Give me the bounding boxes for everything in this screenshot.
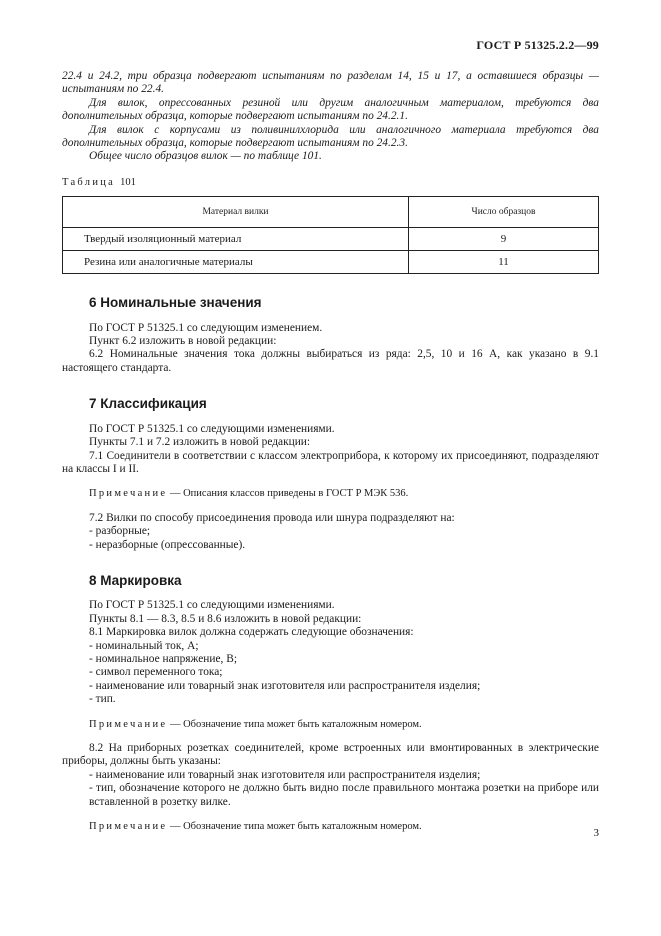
table-caption-number: 101 — [120, 176, 136, 188]
note-label: Примечание — [89, 821, 168, 833]
list-item: - тип, обозначение которого не должно быть видно после правильного монтажа розетки на приборе или вставленной в розетку вилке. — [89, 782, 599, 808]
section-7-paragraph: Пункты 7.1 и 7.2 изложить в новой редакции: — [89, 436, 311, 449]
table-cell-count: 9 — [409, 228, 599, 251]
note-text: — Обозначение типа может быть каталожным номером. — [169, 821, 422, 833]
section-8-note — [62, 820, 599, 833]
table-header-material: Материал вилки — [63, 197, 409, 228]
table-cell-material: Резина или аналогичные материалы — [63, 251, 409, 274]
section-8-paragraph: 8.2 На приборных розетках соединителей, кроме встроенных или вмонтированных в электрические приборы, должны быть указаны: — [62, 742, 599, 768]
table-cell-count: 11 — [409, 251, 599, 274]
samples-table — [62, 196, 599, 274]
intro-paragraph-4: Общее число образцов вилок — по таблице 101. — [89, 150, 322, 163]
list-item: - неразборные (опрессованные). — [89, 538, 246, 551]
list-item: - наименование или товарный знак изготовителя или распространителя изделия; — [89, 679, 481, 692]
list-item: - тип. — [89, 693, 116, 706]
note-label: Примечание — [89, 488, 168, 500]
note-label: Примечание — [89, 718, 168, 730]
note-text: — Обозначение типа может быть каталожным номером. — [169, 718, 422, 730]
section-8-note — [62, 718, 599, 731]
table-row — [63, 228, 599, 251]
document-header: ГОСТ Р 51325.2.2—99 — [476, 38, 599, 52]
intro-paragraph-2: Для вилок, опрессованных резиной или другим аналогичным материалом, требуются два дополнительных образца, которые подвергают испытаниям по 24.2.1. — [62, 96, 599, 123]
section-8-paragraph: По ГОСТ Р 51325.1 со следующими изменениями. — [89, 599, 335, 612]
table-caption — [62, 176, 599, 189]
list-item: - номинальный ток, А; — [89, 639, 199, 652]
list-item: - номинальное напряжение, В; — [89, 652, 237, 665]
section-7-note — [62, 487, 599, 500]
section-8-paragraph: Пункты 8.1 — 8.3, 8.5 и 8.6 изложить в новой редакции: — [89, 612, 362, 625]
section-7-heading: 7 Классификация — [89, 396, 207, 412]
table-header-row — [63, 197, 599, 228]
section-6-paragraph: По ГОСТ Р 51325.1 со следующим изменением. — [89, 321, 323, 334]
page-body — [62, 70, 599, 844]
section-7-paragraph: 7.1 Соединители в соответствии с классом электроприбора, к которому их присоединяют, подразделяют на классы I и II. — [62, 449, 599, 475]
list-item: - разборные; — [89, 525, 151, 538]
section-7-paragraph: По ГОСТ Р 51325.1 со следующими изменениями. — [89, 422, 335, 435]
section-8-heading: 8 Маркировка — [89, 572, 182, 588]
list-item: - символ переменного тока; — [89, 666, 223, 679]
page-number: 3 — [593, 827, 599, 839]
table-caption-label: Таблица — [62, 176, 116, 188]
section-8-paragraph: 8.1 Маркировка вилок должна содержать следующие обозначения: — [89, 626, 414, 639]
section-7-paragraph: 7.2 Вилки по способу присоединения провода или шнура подразделяют на: — [89, 511, 455, 524]
intro-paragraph-3: Для вилок с корпусами из поливинилхлорида или аналогичного материала требуются два дополнительных образца, которые подвергают испытаниям по 24.2.3. — [62, 123, 599, 150]
list-item: - наименование или товарный знак изготовителя или распространителя изделия; — [89, 768, 481, 781]
section-6-heading: 6 Номинальные значения — [89, 295, 262, 311]
table-header-count: Число образцов — [409, 197, 599, 228]
section-6-paragraph: 6.2 Номинальные значения тока должны выбираться из ряда: 2,5, 10 и 16 А, как указано в 9.1 настоящего стандарта. — [62, 348, 599, 374]
note-text: — Описания классов приведены в ГОСТ Р МЭК 536. — [169, 488, 409, 500]
intro-paragraph-1: 22.4 и 24.2, три образца подвергают испытаниям по разделам 14, 15 и 17, а оставшиеся образцы — испытаниям по 22.4. — [62, 70, 599, 96]
table-cell-material: Твердый изоляционный материал — [63, 228, 409, 251]
section-6-paragraph: Пункт 6.2 изложить в новой редакции: — [89, 335, 277, 348]
table-row — [63, 251, 599, 274]
